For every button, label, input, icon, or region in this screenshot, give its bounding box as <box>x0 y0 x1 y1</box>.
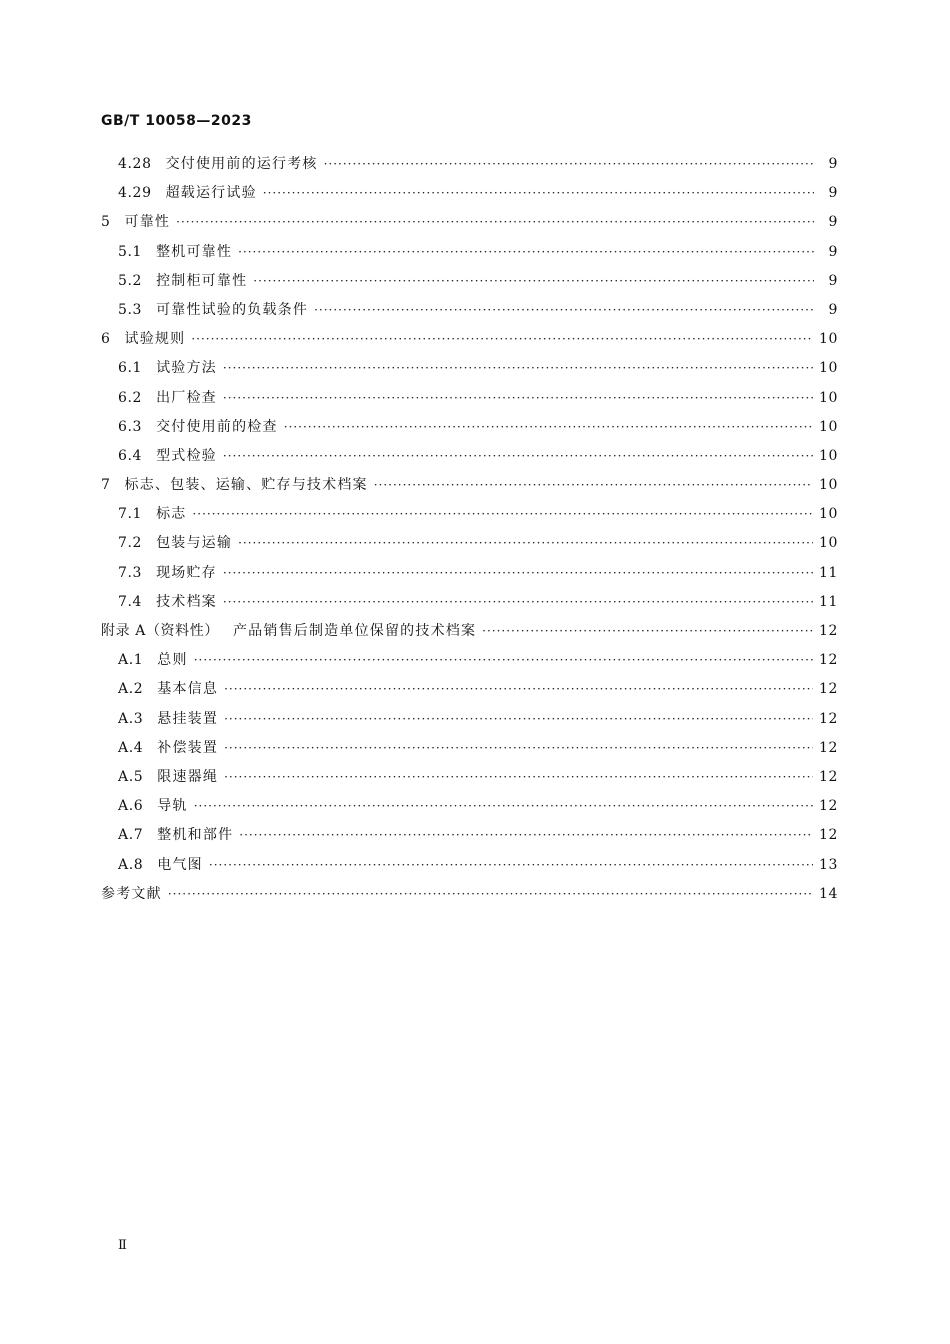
toc-entry-number: 6.1 <box>118 360 143 377</box>
toc-entry-number: 4.28 <box>118 156 152 172</box>
toc-entry-page: 12 <box>818 798 838 815</box>
toc-leader-dots <box>194 652 813 668</box>
toc-entry-page: 9 <box>828 243 838 260</box>
toc-entry-number: 7.1 <box>118 506 143 523</box>
toc-entry-title: 整机可靠性 <box>156 243 233 260</box>
toc-entry[interactable] <box>101 620 838 649</box>
toc-entry-page: 10 <box>818 389 838 406</box>
toc-entry-number: 7.3 <box>118 564 143 581</box>
toc-entry-title: 标志、包装、运输、贮存与技术档案 <box>124 477 368 494</box>
toc-entry[interactable] <box>101 182 838 211</box>
toc-leader-dots <box>284 419 813 435</box>
toc-entry-page: 12 <box>818 739 838 756</box>
toc-entry-page: 13 <box>818 856 838 873</box>
toc-entry-page: 14 <box>818 885 838 902</box>
toc-entry-page: 9 <box>828 301 838 318</box>
toc-leader-dots <box>238 244 814 260</box>
toc-entry-number: 附录 A（资料性） <box>101 623 219 639</box>
toc-leader-dots <box>223 594 813 610</box>
toc-leader-dots <box>374 477 813 493</box>
toc-entry-title: 可靠性 <box>124 214 171 231</box>
toc-entry-title: 交付使用前的运行考核 <box>165 156 318 172</box>
toc-entry[interactable] <box>101 766 838 795</box>
toc-leader-dots <box>223 390 813 406</box>
toc-entry-page: 9 <box>828 185 838 202</box>
toc-entry-number: A.6 <box>118 798 144 815</box>
toc-entry-title: 电气图 <box>157 856 203 873</box>
toc-entry-number: A.4 <box>118 739 144 756</box>
toc-entry-page: 10 <box>818 331 838 348</box>
toc-entry[interactable] <box>101 678 838 707</box>
toc-entry-title: 型式检验 <box>156 447 217 464</box>
toc-entry[interactable] <box>101 824 838 853</box>
toc-entry-number: 6.3 <box>118 418 143 435</box>
toc-entry-title: 参考文献 <box>101 885 162 902</box>
toc-entry-number: 7.2 <box>118 535 143 552</box>
toc-entry[interactable] <box>101 357 838 386</box>
toc-entry-number: 5 <box>101 214 111 231</box>
toc-entry[interactable] <box>101 503 838 532</box>
toc-leader-dots <box>238 535 813 551</box>
toc-entry-title: 产品销售后制造单位保留的技术档案 <box>232 623 477 639</box>
toc-leader-dots <box>224 681 813 697</box>
toc-entry-page: 9 <box>828 214 838 231</box>
toc-leader-dots <box>191 331 813 347</box>
toc-entry-title: 补偿装置 <box>157 739 219 756</box>
toc-leader-dots <box>223 448 813 464</box>
toc-entry-title: 超载运行试验 <box>165 185 257 202</box>
toc-entry[interactable] <box>101 270 838 299</box>
toc-entry-page: 10 <box>818 360 838 377</box>
toc-entry[interactable] <box>101 387 838 416</box>
toc-entry-number: A.8 <box>118 856 144 873</box>
toc-leader-dots <box>324 156 814 172</box>
toc-entry[interactable] <box>101 416 838 445</box>
toc-entry-number: A.7 <box>118 827 144 844</box>
toc-entry-number: A.2 <box>118 681 144 698</box>
toc-entry-number: 6 <box>101 331 111 348</box>
toc-leader-dots <box>482 623 813 639</box>
toc-leader-dots <box>224 740 813 756</box>
toc-entry[interactable] <box>101 328 838 357</box>
toc-entry-title: 现场贮存 <box>156 564 217 581</box>
toc-entry-page: 11 <box>818 593 838 610</box>
toc-entry-page: 12 <box>818 768 838 785</box>
toc-entry-title: 悬挂装置 <box>157 710 219 727</box>
toc-leader-dots <box>253 273 814 289</box>
toc-entry[interactable] <box>101 562 838 591</box>
toc-leader-dots <box>224 769 813 785</box>
toc-entry[interactable] <box>101 737 838 766</box>
toc-entry-title: 整机和部件 <box>157 827 234 844</box>
toc-entry[interactable] <box>101 883 838 912</box>
toc-entry-title: 试验规则 <box>124 331 186 348</box>
toc-entry[interactable] <box>101 591 838 620</box>
toc-entry-page: 12 <box>818 623 838 639</box>
toc-entry-page: 9 <box>828 156 838 172</box>
toc-entry[interactable] <box>101 153 838 182</box>
toc-entry-title: 限速器绳 <box>157 768 219 785</box>
toc-entry-number: 7 <box>101 477 111 494</box>
toc-entry-title: 技术档案 <box>156 593 217 610</box>
toc-leader-dots <box>239 827 813 843</box>
toc-entry[interactable] <box>101 532 838 561</box>
page-number: Ⅱ <box>118 1238 127 1253</box>
toc-entry-title: 总则 <box>157 652 188 669</box>
toc-entry-page: 12 <box>818 827 838 844</box>
toc-entry-title: 试验方法 <box>156 360 217 377</box>
toc-entry[interactable] <box>101 649 838 678</box>
toc-entry-title: 可靠性试验的负载条件 <box>156 301 309 318</box>
toc-entry-number: 6.4 <box>118 447 143 464</box>
toc-entry-page: 10 <box>818 447 838 464</box>
toc-leader-dots <box>223 360 813 376</box>
toc-entry[interactable] <box>101 795 838 824</box>
toc-entry[interactable] <box>101 299 838 328</box>
toc-entry-number: 7.4 <box>118 593 143 610</box>
toc-entry[interactable] <box>101 854 838 883</box>
toc-entry-number: 4.29 <box>118 185 152 202</box>
toc-entry-number: 5.1 <box>118 243 143 260</box>
toc-entry-page: 10 <box>818 506 838 523</box>
toc-entry-number: A.3 <box>118 710 144 727</box>
toc-entry-title: 包装与运输 <box>156 535 233 552</box>
toc-leader-dots <box>224 711 813 727</box>
toc-entry-number: 6.2 <box>118 389 143 406</box>
toc-entry-page: 9 <box>828 272 838 289</box>
toc-entry-number: 5.3 <box>118 301 143 318</box>
toc-entry[interactable] <box>101 445 838 474</box>
toc-entry-title: 控制柜可靠性 <box>156 272 248 289</box>
standard-code-header: GB/T 10058—2023 <box>101 113 252 129</box>
toc-leader-dots <box>168 886 813 902</box>
toc-leader-dots <box>194 798 813 814</box>
toc-entry-page: 10 <box>818 535 838 552</box>
toc-entry-title: 交付使用前的检查 <box>156 418 278 435</box>
table-of-contents <box>101 153 838 912</box>
toc-leader-dots <box>176 214 814 230</box>
toc-entry-number: 5.2 <box>118 272 143 289</box>
toc-entry-number: A.5 <box>118 768 144 785</box>
toc-entry-page: 12 <box>818 710 838 727</box>
toc-entry-page: 12 <box>818 652 838 669</box>
toc-entry-title: 标志 <box>156 506 187 523</box>
toc-entry-title: 基本信息 <box>157 681 219 698</box>
toc-entry-page: 10 <box>818 418 838 435</box>
toc-entry-number: A.1 <box>118 652 144 669</box>
toc-leader-dots <box>209 857 813 873</box>
toc-leader-dots <box>223 565 813 581</box>
toc-entry[interactable] <box>101 708 838 737</box>
toc-entry-title: 导轨 <box>157 798 188 815</box>
toc-entry-page: 12 <box>818 681 838 698</box>
toc-leader-dots <box>263 185 814 201</box>
toc-entry-title: 出厂检查 <box>156 389 217 406</box>
toc-entry[interactable] <box>101 474 838 503</box>
toc-leader-dots <box>192 506 813 522</box>
toc-entry[interactable] <box>101 211 838 240</box>
toc-entry[interactable] <box>101 241 838 270</box>
toc-leader-dots <box>314 302 814 318</box>
toc-entry-page: 11 <box>818 564 838 581</box>
toc-entry-page: 10 <box>818 477 838 494</box>
